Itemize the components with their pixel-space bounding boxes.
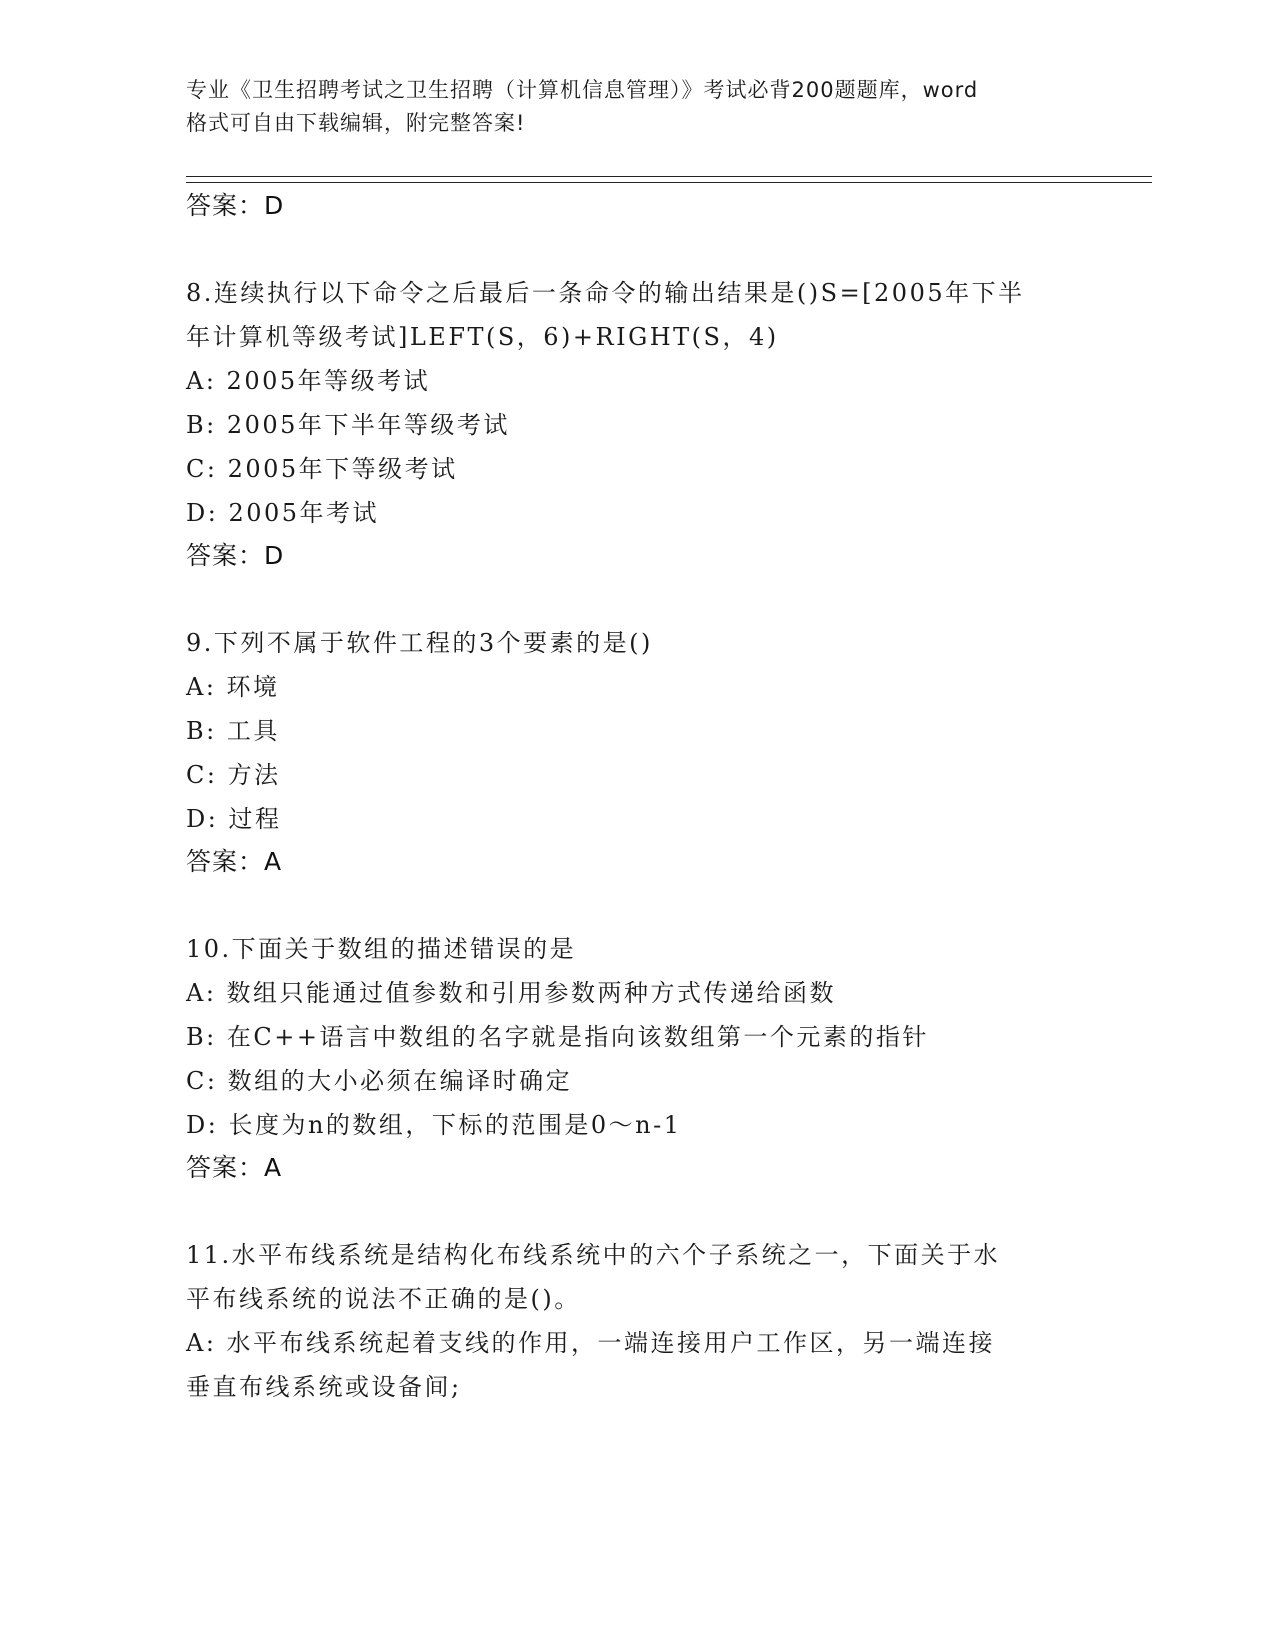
question-stem: 11.水平布线系统是结构化布线系统中的六个子系统之一，下面关于水: [186, 1241, 1001, 1269]
answer: 答案：A: [186, 847, 283, 876]
question-stem-cont: 平布线系统的说法不正确的是()。: [186, 1285, 581, 1313]
question-stem: 10.下面关于数组的描述错误的是: [186, 935, 577, 963]
option-a: A: 环境: [186, 673, 280, 701]
answer: 答案：D: [186, 541, 285, 570]
header-line-1: 专业《卫生招聘考试之卫生招聘（计算机信息管理）》考试必背200题题库，word: [186, 78, 979, 102]
question-stem-cont: 年计算机等级考试]LEFT(S，6)+RIGHT(S，4): [186, 323, 779, 351]
question-stem: 8.连续执行以下命令之后最后一条命令的输出结果是()S=[2005年下半: [186, 279, 1025, 307]
option-c: C: 数组的大小必须在编译时确定: [186, 1067, 573, 1095]
option-d: D: 长度为n的数组，下标的范围是0～n-1: [186, 1111, 682, 1139]
option-b: B: 工具: [186, 717, 280, 745]
option-c: C: 2005年下等级考试: [186, 455, 458, 483]
option-a-cont: 垂直布线系统或设备间;: [186, 1373, 462, 1401]
option-c: C: 方法: [186, 761, 281, 789]
previous-answer: 答案：D: [186, 191, 285, 220]
option-d: D: 2005年考试: [186, 499, 380, 527]
header-rule-bottom: [186, 182, 1152, 183]
option-b: B: 2005年下半年等级考试: [186, 411, 510, 439]
option-a: A: 水平布线系统起着支线的作用，一端连接用户工作区，另一端连接: [186, 1329, 996, 1357]
option-a: A: 数组只能通过值参数和引用参数两种方式传递给函数: [186, 979, 837, 1007]
answer: 答案：A: [186, 1153, 283, 1182]
header-line-2: 格式可自由下载编辑，附完整答案!: [186, 111, 526, 135]
option-b: B: 在C++语言中数组的名字就是指向该数组第一个元素的指针: [186, 1023, 929, 1051]
option-a: A: 2005年等级考试: [186, 367, 431, 395]
header-rule-top: [186, 176, 1152, 177]
question-stem: 9.下列不属于软件工程的3个要素的是(): [186, 629, 653, 657]
option-d: D: 过程: [186, 805, 282, 833]
document-header: [186, 74, 1086, 140]
